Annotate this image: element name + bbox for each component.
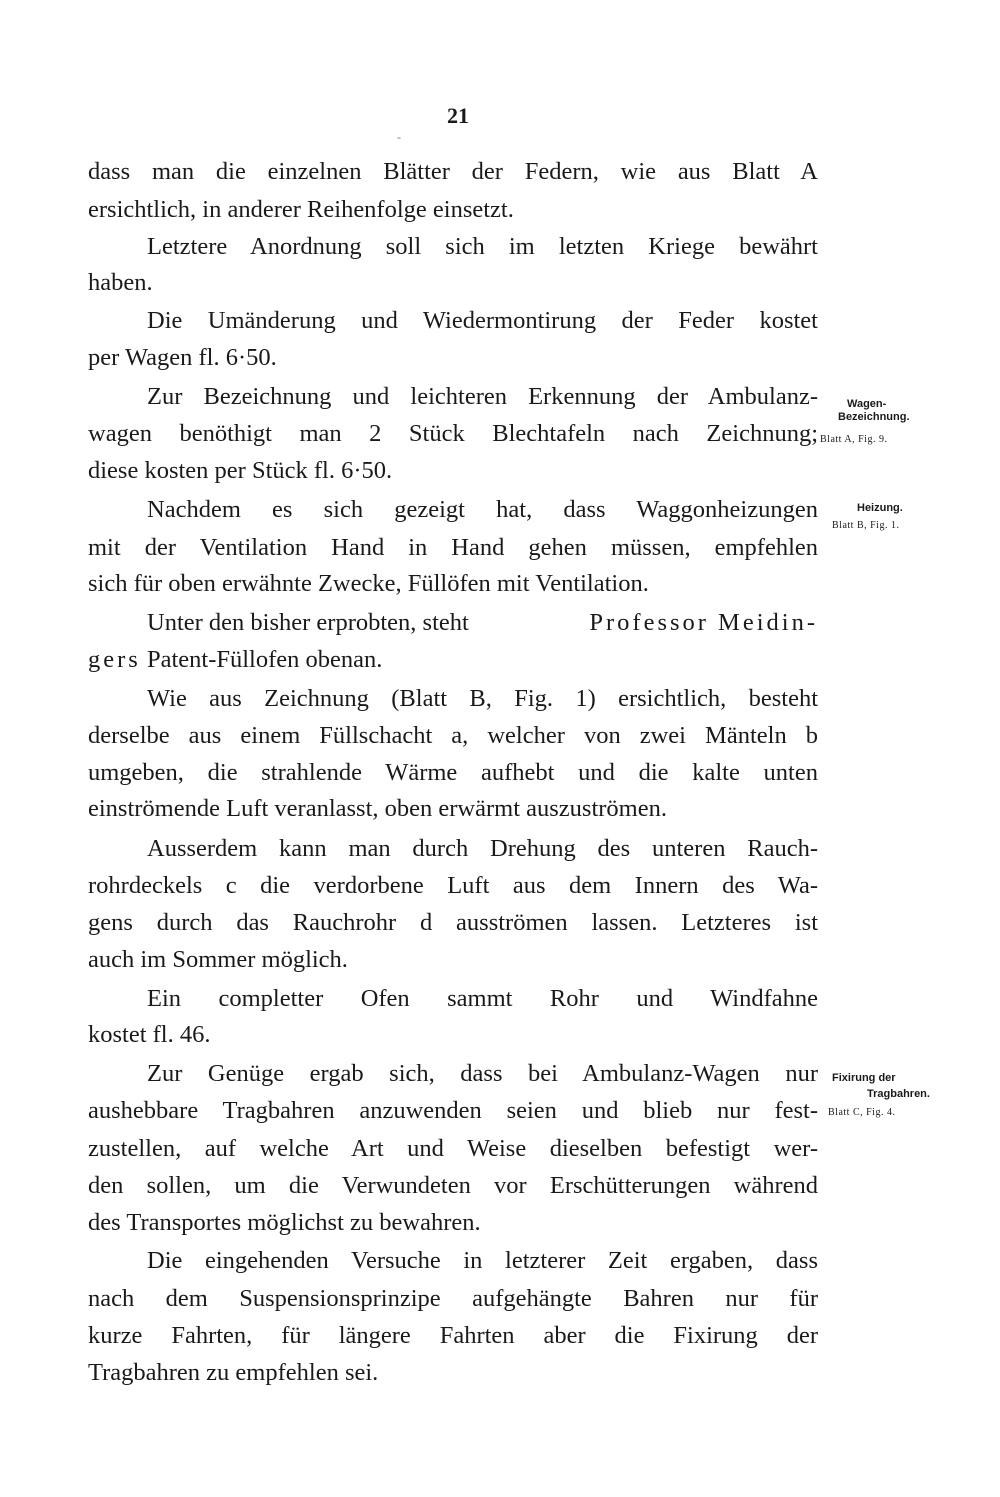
- text-line: gens durch das Rauchrohr d ausströmen lassen. Letzteres ist: [88, 909, 818, 936]
- text-line: dass man die einzelnen Blätter der Federn, wie aus Blatt A: [88, 158, 818, 185]
- text-line: sich für oben erwähnte Zwecke, Füllöfen mit Ventilation.: [88, 570, 649, 597]
- text-line: Tragbahren zu empfehlen sei.: [88, 1359, 379, 1386]
- text-line: Die eingehenden Versuche in letzterer Zeit ergaben, dass: [147, 1247, 818, 1274]
- text-line: einströmende Luft veranlasst, oben erwärmt auszuströmen.: [88, 795, 667, 822]
- text-line: per Wagen fl. 6·50.: [88, 344, 277, 371]
- text-line: den sollen, um die Verwundeten vor Erschütterungen während: [88, 1172, 818, 1199]
- text-span: Patent-Füllofen obenan.: [146, 646, 383, 673]
- text-line: kurze Fahrten, für längere Fahrten aber die Fixirung der: [88, 1322, 818, 1349]
- text-line: [147, 607, 818, 639]
- margin-note-title: Tragbahren.: [867, 1088, 930, 1100]
- text-line: kostet fl. 46.: [88, 1021, 211, 1048]
- margin-note-title: Heizung.: [857, 502, 903, 514]
- spaced-name: gers: [88, 646, 141, 673]
- text-line: auch im Sommer möglich.: [88, 946, 348, 973]
- margin-note-title: Fixirung der: [832, 1072, 896, 1084]
- text-line: Zur Bezeichnung und leichteren Erkennung der Ambulanz-: [147, 383, 818, 410]
- text-line: ersichtlich, in anderer Reihenfolge einsetzt.: [88, 196, 514, 223]
- text-line: Wie aus Zeichnung (Blatt B, Fig. 1) ersichtlich, besteht: [147, 685, 818, 712]
- print-speck: -: [397, 130, 401, 144]
- margin-note-ref: Blatt C, Fig. 4.: [828, 1107, 896, 1118]
- text-line: Nachdem es sich gezeigt hat, dass Waggonheizungen: [147, 496, 818, 523]
- text-line: Die Umänderung und Wiedermontirung der Feder kostet: [147, 307, 818, 334]
- text-line: Zur Genüge ergab sich, dass bei Ambulanz-Wagen nur: [147, 1060, 818, 1087]
- text-line: aushebbare Tragbahren anzuwenden seien und blieb nur fest-: [88, 1097, 818, 1124]
- text-line: nach dem Suspensionsprinzipe aufgehängte Bahren nur für: [88, 1285, 818, 1312]
- text-line: zustellen, auf welche Art und Weise dieselben befestigt wer-: [88, 1135, 818, 1162]
- text-line: rohrdeckels c die verdorbene Luft aus dem Innern des Wa-: [88, 872, 818, 899]
- text-line: derselbe aus einem Füllschacht a, welcher von zwei Mänteln b: [88, 722, 818, 749]
- text-line: haben.: [88, 269, 153, 296]
- text-line: Letztere Anordnung soll sich im letzten Kriege bewährt: [147, 233, 818, 260]
- margin-note-ref: Blatt B, Fig. 1.: [832, 520, 900, 531]
- text-span: Unter den bisher erprobten, steht: [147, 609, 469, 636]
- spaced-name: Professor Meidin-: [589, 609, 818, 636]
- text-line: umgeben, die strahlende Wärme aufhebt und die kalte unten: [88, 759, 818, 786]
- page-number: 21: [447, 103, 469, 128]
- text-line: wagen benöthigt man 2 Stück Blechtafeln nach Zeichnung;: [88, 420, 818, 447]
- text-line: Ein completter Ofen sammt Rohr und Windfahne: [147, 985, 818, 1012]
- text-line: mit der Ventilation Hand in Hand gehen müssen, empfehlen: [88, 534, 818, 561]
- text-line: des Transportes möglichst zu bewahren.: [88, 1209, 481, 1236]
- margin-note-ref: Blatt A, Fig. 9.: [820, 434, 888, 445]
- text-line: diese kosten per Stück fl. 6·50.: [88, 457, 393, 484]
- margin-note-title: Bezeichnung.: [838, 411, 910, 423]
- text-line: Ausserdem kann man durch Drehung des unteren Rauch-: [147, 835, 818, 862]
- margin-note-title: Wagen-: [847, 398, 887, 410]
- text-line: [88, 644, 818, 676]
